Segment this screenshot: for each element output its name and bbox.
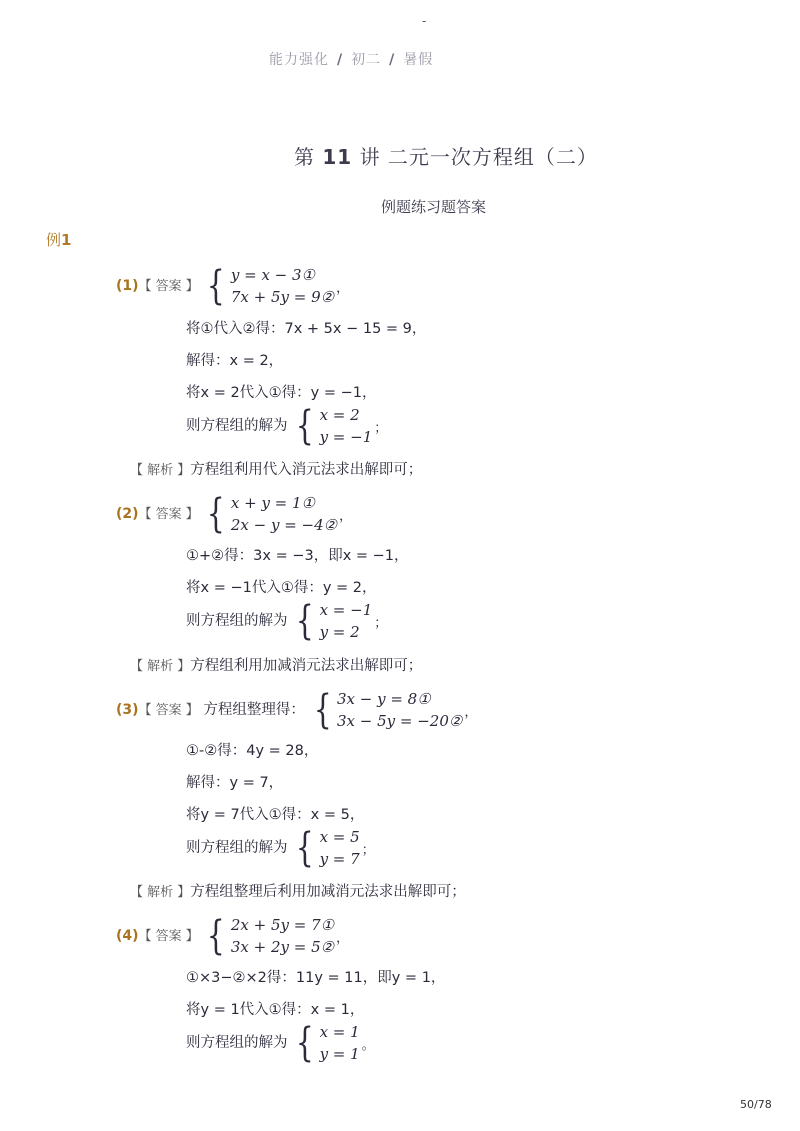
analysis-line — [130, 654, 422, 675]
brace-icon: { — [313, 687, 332, 733]
problem-3-header — [116, 688, 477, 732]
solution-line — [186, 1021, 375, 1065]
solution-line — [186, 404, 387, 448]
equation-row: y = x − 3① — [230, 266, 316, 284]
problem-number: (4) — [116, 928, 139, 944]
solution-row: x = 5 — [319, 828, 360, 846]
title-post: 讲 二元一次方程组（二） — [359, 145, 598, 169]
solution-prefix: 则方程组的解为 — [186, 613, 288, 629]
solution-system — [292, 1021, 375, 1065]
answer-label: 【 答案 】 — [138, 703, 199, 718]
equation-row: 3x + 2y = 5② — [230, 938, 335, 956]
solution-row: y = −1 — [319, 428, 373, 446]
analysis-label: 【 解析 】 — [130, 659, 191, 674]
equation-row: 2x − y = −4② — [230, 516, 338, 534]
equation-row: 3x − y = 8① — [336, 690, 431, 708]
example-pre: 例 — [46, 231, 62, 249]
analysis-line — [130, 458, 422, 479]
punct: 。 — [361, 1037, 375, 1053]
answer-label: 【 答案 】 — [138, 929, 199, 944]
lecture-title — [294, 141, 598, 170]
brace-icon: { — [295, 825, 314, 871]
step-line: 将x = −1代入①得：y = 2， — [186, 580, 377, 596]
problem-4-header — [116, 914, 349, 958]
punct: ， — [336, 280, 350, 296]
equation-row: 3x − 5y = −20② — [336, 712, 463, 730]
analysis-label: 【 解析 】 — [130, 885, 191, 900]
crumb-sep: / — [389, 52, 396, 68]
brace-icon: { — [295, 598, 314, 644]
step-line: ①-②得：4y = 28， — [186, 743, 319, 759]
step-line: ①+②得：3x = −3，即x = −1， — [186, 548, 409, 564]
solution-row: x = 2 — [319, 406, 360, 424]
analysis-text: 方程组利用加减消元法求出解即可； — [190, 658, 423, 674]
punct: ； — [374, 420, 388, 436]
step-line: 将①代入②得：7x + 5x − 15 = 9， — [186, 321, 427, 337]
punct: ； — [361, 842, 375, 858]
problem-number: (1) — [116, 278, 139, 294]
solution-row: x = 1 — [319, 1023, 360, 1041]
equation-row: x + y = 1① — [230, 494, 316, 512]
problem-1-header — [116, 264, 349, 308]
solution-row: y = 2 — [319, 623, 360, 641]
solution-prefix: 则方程组的解为 — [186, 840, 288, 856]
equation-system — [203, 264, 349, 308]
step-line: 将y = 1代入①得：x = 1， — [186, 1002, 365, 1018]
solution-line — [186, 599, 387, 643]
analysis-label: 【 解析 】 — [130, 463, 191, 478]
brace-icon: { — [295, 1020, 314, 1066]
crumb-item: 能力强化 — [269, 52, 329, 68]
brace-icon: { — [207, 491, 226, 537]
example-num: 1 — [61, 231, 72, 249]
equation-row: 2x + 5y = 7① — [230, 916, 335, 934]
solution-system — [292, 599, 387, 643]
analysis-text: 方程组整理后利用加减消元法求出解即可； — [190, 884, 466, 900]
crumb-item: 暑假 — [403, 52, 434, 68]
solution-prefix: 则方程组的解为 — [186, 1035, 288, 1051]
punct: ， — [339, 508, 353, 524]
title-pre: 第 — [294, 145, 315, 169]
header-dash: - — [422, 14, 427, 28]
equation-system — [310, 688, 478, 732]
solution-row: y = 7 — [319, 850, 360, 868]
breadcrumb — [269, 49, 433, 69]
equation-system — [203, 914, 349, 958]
problem-2-header — [116, 492, 352, 536]
brace-icon: { — [295, 403, 314, 449]
answer-label: 【 答案 】 — [138, 279, 199, 294]
example-label — [46, 229, 71, 250]
step-line: 将y = 7代入①得：x = 5， — [186, 807, 365, 823]
solution-line — [186, 826, 375, 870]
analysis-line — [130, 880, 466, 901]
punct: ； — [374, 615, 388, 631]
step-line: ①×3−②×2得：11y = 11，即y = 1， — [186, 970, 446, 986]
problem-number: (2) — [116, 506, 139, 522]
step-line: 解得：y = 7， — [186, 775, 284, 791]
solution-system — [292, 404, 387, 448]
answer-label: 【 答案 】 — [138, 507, 199, 522]
punct: ， — [336, 930, 350, 946]
crumb-item: 初二 — [351, 52, 382, 68]
brace-icon: { — [207, 263, 226, 309]
solution-row: y = 1 — [319, 1045, 360, 1063]
problem-number: (3) — [116, 702, 139, 718]
equation-row: 7x + 5y = 9② — [230, 288, 335, 306]
step-line: 解得：x = 2， — [186, 353, 284, 369]
page-number: 50/78 — [740, 1098, 772, 1111]
equation-system — [203, 492, 352, 536]
punct: ， — [464, 704, 478, 720]
analysis-text: 方程组利用代入消元法求出解即可； — [190, 462, 423, 478]
subtitle: 例题练习题答案 — [381, 198, 487, 216]
solution-system — [292, 826, 375, 870]
title-num: 11 — [322, 145, 353, 169]
brace-icon: { — [207, 913, 226, 959]
solution-prefix: 则方程组的解为 — [186, 418, 288, 434]
step-line: 将x = 2代入①得：y = −1， — [186, 385, 377, 401]
system-prefix: 方程组整理得： — [203, 702, 305, 718]
solution-row: x = −1 — [319, 601, 373, 619]
crumb-sep: / — [337, 52, 344, 68]
